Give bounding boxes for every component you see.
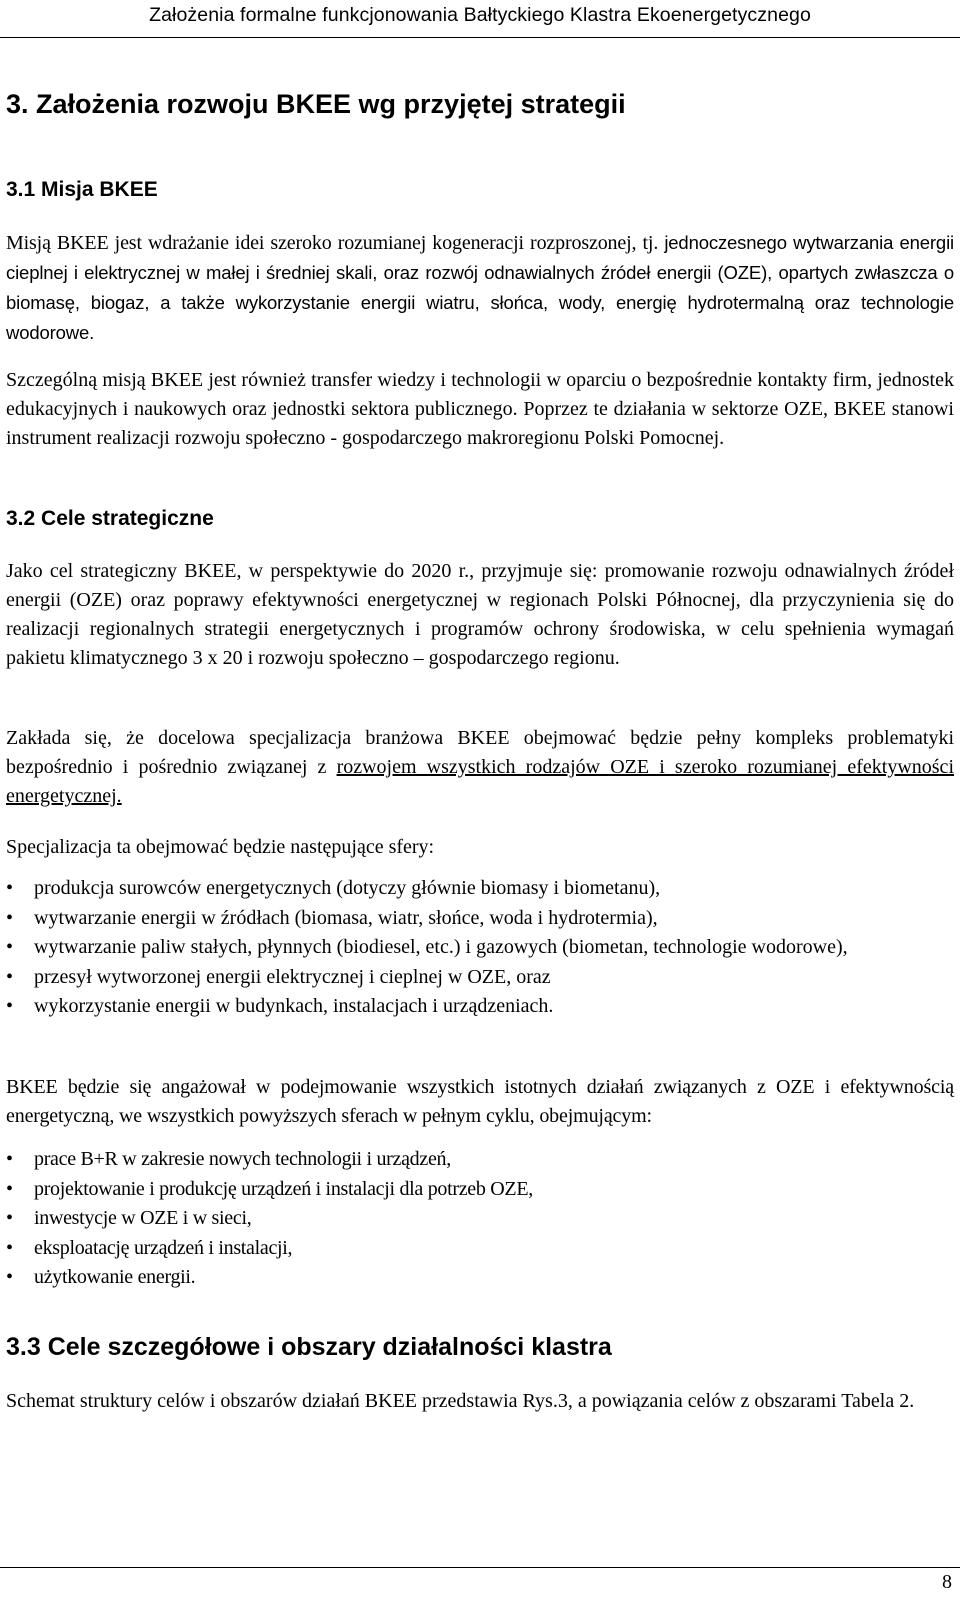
bullet-icon: • (6, 906, 14, 929)
list-item: • użytkowanie energii. (6, 1263, 954, 1293)
cycle-list (6, 1145, 954, 1293)
spheres-list (6, 874, 954, 1022)
bullet-icon: • (6, 995, 14, 1017)
list-item: • przesył wytworzonej energii elektrycznej i cieplnej w OZE, oraz (6, 963, 954, 993)
list-item: • produkcja surowców energetycznych (dotyczy głównie biomasy i biometanu), (6, 874, 954, 904)
section-3-heading: 3. Założenia rozwoju BKEE wg przyjętej strategii (6, 89, 626, 119)
bullet-icon: • (6, 936, 14, 958)
bullet-icon: • (6, 1207, 13, 1229)
page-number: 8 (942, 1571, 952, 1593)
list-item: • projektowanie i produkcję urządzeń i instalacji dla potrzeb OZE, (6, 1175, 954, 1205)
list-item: • wytwarzanie energii w źródłach (biomasa, wiatr, słońce, woda i hydrotermia), (6, 904, 954, 934)
bullet-icon: • (6, 1266, 13, 1288)
engagement-paragraph: BKEE będzie się angażował w podejmowanie wszystkich istotnych działań związanych z OZE i efektywnością energetyczną, we wszystkich powyższych sferach w pełnym cyklu, obejmującym: (6, 1076, 954, 1127)
header-rule (0, 37, 960, 38)
specialization-underlined: rozwojem wszystkich rodzajów OZE i szeroko rozumianej efektywności energetycznej. (6, 756, 954, 807)
bullet-icon: • (6, 965, 14, 988)
strategic-goal-paragraph: Jako cel strategiczny BKEE, w perspektywie do 2020 r., przyjmuje się: promowanie rozwoju odnawialnych źródeł energii (OZE) oraz poprawy efektywności energetycznej w regionach Polski Północnej, dla przyczynienia się do realizacji regionalnych strategii energetycznych i programów ochrony środowiska, w celu spełnienia wymagań pakietu klimatycznego 3 x 20 i rozwoju społeczno – gospodarczego regionu. (6, 560, 954, 669)
mission-paragraph-sans: jednoczesnego wytwarzania energii cieplnej i elektrycznej w małej i średniej skali, oraz rozwój odnawialnych źródeł energii (OZE), opartych zwłaszcza o biomasę, biogaz, a także wykorzystanie energii wiatru, słońca, wody, energię hydrotermalną oraz technologie wodorowe. (6, 232, 954, 343)
bullet-icon: • (6, 1236, 13, 1259)
list-item: • eksploatację urządzeń i instalacji, (6, 1234, 954, 1264)
specialization-paragraph (6, 724, 954, 811)
bullet-icon: • (6, 1148, 13, 1170)
footer-rule (0, 1567, 960, 1568)
section-3-1-heading: 3.1 Misja BKEE (6, 178, 158, 201)
section-3-2-heading: 3.2 Cele strategiczne (6, 507, 214, 530)
spheres-intro: Specjalizacja ta obejmować będzie następujące sfery: (6, 836, 435, 858)
special-mission-paragraph: Szczególną misją BKEE jest również transfer wiedzy i technologii w oparciu o bezpośrednie kontakty firm, jednostek edukacyjnych i naukowych oraz jednostki sektora publicznego. Poprzez te działania w sektorze OZE, BKEE stanowi instrument realizacji rozwoju społeczno - gospodarczego makroregionu Polski Pomocnej. (6, 369, 954, 449)
mission-paragraph-serif: Misją BKEE jest wdrażanie idei szeroko rozumianej kogeneracji rozproszonej, tj. (6, 232, 659, 254)
list-item: • wytwarzanie paliw stałych, płynnych (biodiesel, etc.) i gazowych (biometan, technologie wodorowe), (6, 933, 954, 963)
schema-paragraph: Schemat struktury celów i obszarów działań BKEE przedstawia Rys.3, a powiązania celów z obszarami Tabela 2. (6, 1390, 915, 1412)
list-item: • prace B+R w zakresie nowych technologii i urządzeń, (6, 1145, 954, 1175)
mission-paragraph (6, 228, 954, 348)
specialization-text: Zakłada się, że docelowa specjalizacja branżowa BKEE obejmować będzie pełny kompleks problematyki bezpośrednio i pośrednio związanej z (6, 727, 954, 778)
running-header: Założenia formalne funkcjonowania Bałtyckiego Klastra Ekoenergetycznego (149, 4, 811, 26)
list-item: • inwestycje w OZE i w sieci, (6, 1204, 954, 1234)
bullet-icon: • (6, 877, 14, 899)
section-3-3-heading: 3.3 Cele szczegółowe i obszary działalności klastra (6, 1333, 612, 1361)
list-item: • wykorzystanie energii w budynkach, instalacjach i urządzeniach. (6, 992, 954, 1022)
bullet-icon: • (6, 1177, 13, 1200)
